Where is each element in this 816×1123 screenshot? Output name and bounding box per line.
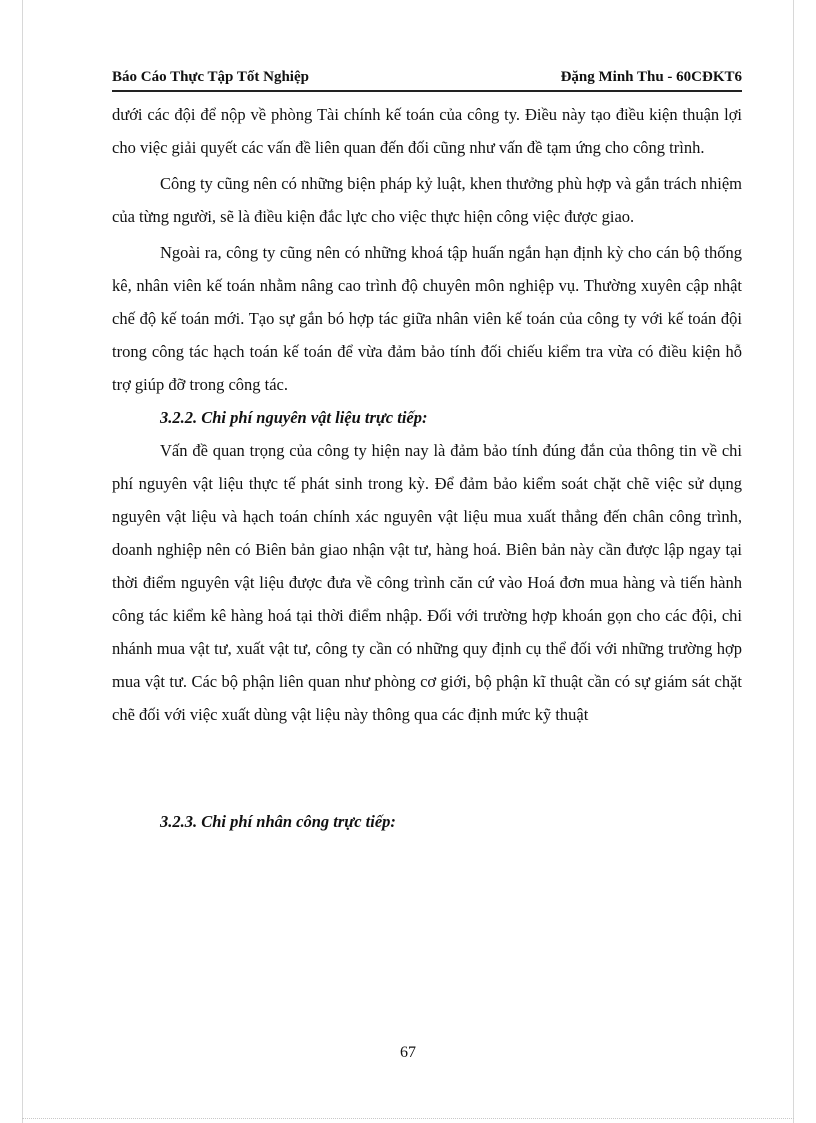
paragraph-training: Ngoài ra, công ty cũng nên có những khoá tập huấn ngắn hạn định kỳ cho cán bộ thống kê, nhân viên kế toán nhằm nâng cao trình độ chuyên môn nghiệp vụ. Thường xuyên cập nhật chế độ kế toán mới. Tạo sự gắn bó hợp tác giữa nhân viên kế toán của công ty với kế toán đội trong công tác hạch toán kế toán để vừa đảm bảo tính đối chiếu kiểm tra vừa có điều kiện hỗ trợ giúp đỡ trong công tác. — [112, 243, 742, 394]
section-heading-3-2-3: 3.2.3. Chi phí nhân công trực tiếp: — [160, 812, 396, 831]
paragraph-materials: Vấn đề quan trọng của công ty hiện nay là đảm bảo tính đúng đắn của thông tin về chi phí nguyên vật liệu thực tế phát sinh trong kỳ. Để đảm bảo kiểm soát chặt chẽ việc sử dụng nguyên vật liệu và hạch toán chính xác nguyên vật liệu mua xuất thẳng đến chân công trình, doanh nghiệp nên có Biên bản giao nhận vật tư, hàng hoá. Biên bản này cần được lập ngay tại thời điểm nguyên vật liệu được đưa về công trình căn cứ vào Hoá đơn mua hàng và tiến hành công tác kiểm kê hàng hoá tại thời điểm nhập. Đối với trường hợp khoán gọn cho các đội, chi nhánh mua vật tư, xuất vật tư, công ty cần có những quy định cụ thể đối với những trường hợp mua vật tư. Các bộ phận liên quan như phòng cơ giới, bộ phận kĩ thuật cần có sự giám sát chặt chẽ đối với việc xuất dùng vật liệu này thông qua các định mức kỹ thuật — [112, 441, 742, 724]
header-report-title: Báo Cáo Thực Tập Tốt Nghiệp — [112, 69, 309, 85]
paragraph-continuation: dưới các đội để nộp về phòng Tài chính kế toán của công ty. Điều này tạo điều kiện thuận lợi cho việc giải quyết các vấn đề liên quan đến đối cũng như vấn đề tạm ứng cho công trình. — [112, 105, 742, 157]
page-body — [112, 98, 742, 838]
header-author: Đặng Minh Thu - 60CĐKT6 — [560, 69, 742, 85]
page-header — [112, 62, 742, 92]
page-bottom-divider — [22, 1118, 794, 1119]
page-number: 67 — [400, 1044, 416, 1061]
section-heading-3-2-2: 3.2.2. Chi phí nguyên vật liệu trực tiếp: — [160, 408, 428, 427]
paragraph-discipline: Công ty cũng nên có những biện pháp kỷ luật, khen thưởng phù hợp và gắn trách nhiệm của từng người, sẽ là điều kiện đắc lực cho việc thực hiện công việc được giao. — [112, 174, 742, 226]
